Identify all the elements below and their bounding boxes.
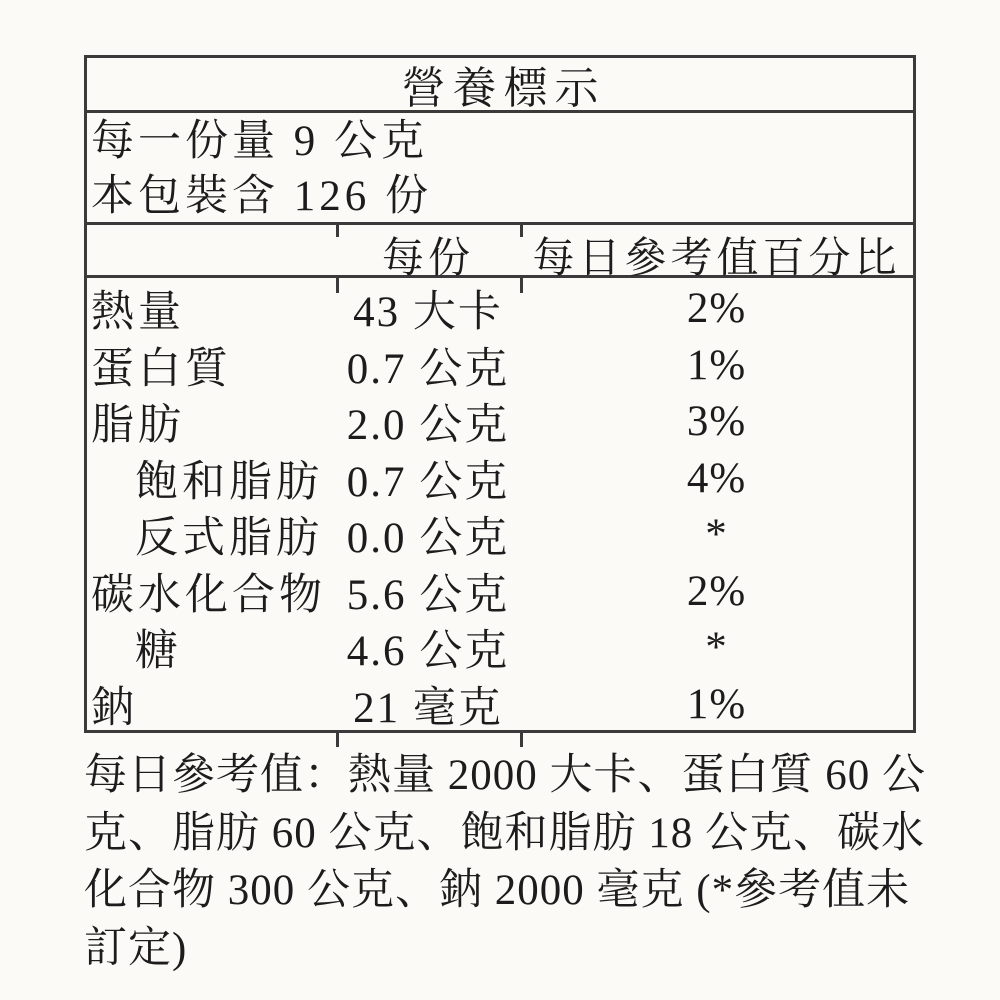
nutrient-daily-value: 3% xyxy=(686,398,747,445)
column-divider-tick xyxy=(520,732,523,747)
nutrient-amount: 21 毫克 xyxy=(353,684,503,732)
nutrient-amount: 0.7 公克 xyxy=(346,345,510,393)
footnote-line: 化合物 300 公克、鈉 2000 毫克 (*參考值未 xyxy=(84,867,911,914)
servings-per-package-line: 本包裝含 126 份 xyxy=(91,173,432,220)
table-row xyxy=(87,391,913,448)
table-row xyxy=(87,504,913,561)
nutrient-name: 蛋白質 xyxy=(91,345,232,393)
serving-info-section xyxy=(87,113,913,225)
table-row xyxy=(87,448,913,505)
nutrient-daily-value: * xyxy=(705,511,728,558)
nutrient-name: 飽和脂肪 xyxy=(135,458,323,506)
serving-size-line: 每一份量 9 公克 xyxy=(91,118,428,165)
table-row xyxy=(87,674,913,731)
nutrient-daily-value: 4% xyxy=(686,454,747,502)
nutrient-daily-value: 2% xyxy=(686,567,747,615)
column-divider-tick xyxy=(520,278,523,293)
nutrient-amount: 43 大卡 xyxy=(353,289,503,336)
footnote-line: 每日參考值：熱量 2000 大卡、蛋白質 60 公 xyxy=(84,752,926,799)
footnote-line: 訂定) xyxy=(84,924,188,972)
nutrient-daily-value: 2% xyxy=(686,285,747,332)
column-divider-tick xyxy=(336,732,339,747)
column-divider-tick xyxy=(336,278,339,293)
table-title-row xyxy=(87,58,913,113)
nutrient-daily-value: 1% xyxy=(686,680,747,728)
nutrient-name: 碳水化合物 xyxy=(91,571,326,619)
nutrient-amount: 0.7 公克 xyxy=(346,458,510,506)
table-row xyxy=(87,335,913,392)
nutrition-table xyxy=(84,55,916,733)
nutrient-daily-value: * xyxy=(705,624,728,671)
nutrient-name: 脂肪 xyxy=(91,402,185,449)
column-header-daily-value: 每日參考值百分比 xyxy=(532,236,901,282)
nutrient-name: 鈉 xyxy=(91,684,138,732)
table-row xyxy=(87,278,913,335)
table-row xyxy=(87,617,913,674)
nutrient-rows xyxy=(87,278,913,730)
nutrient-amount: 4.6 公克 xyxy=(346,628,510,675)
table-title: 營養標示 xyxy=(401,64,606,113)
nutrient-amount: 2.0 公克 xyxy=(346,402,510,449)
nutrient-amount: 0.0 公克 xyxy=(346,515,510,562)
footnote-line: 克、脂肪 60 公克、飽和脂肪 18 公克、碳水 xyxy=(84,809,925,857)
column-header-per-serving: 每份 xyxy=(381,236,474,282)
column-divider-tick xyxy=(336,222,339,237)
nutrient-name: 熱量 xyxy=(91,289,185,336)
nutrient-amount: 5.6 公克 xyxy=(346,571,510,619)
daily-reference-footnote xyxy=(84,747,984,977)
column-divider-tick xyxy=(520,222,523,237)
column-header-row xyxy=(87,225,913,282)
table-row xyxy=(87,561,913,618)
nutrient-name: 糖 xyxy=(135,628,182,675)
nutrient-name: 反式脂肪 xyxy=(135,515,323,562)
nutrient-daily-value: 1% xyxy=(686,341,747,389)
